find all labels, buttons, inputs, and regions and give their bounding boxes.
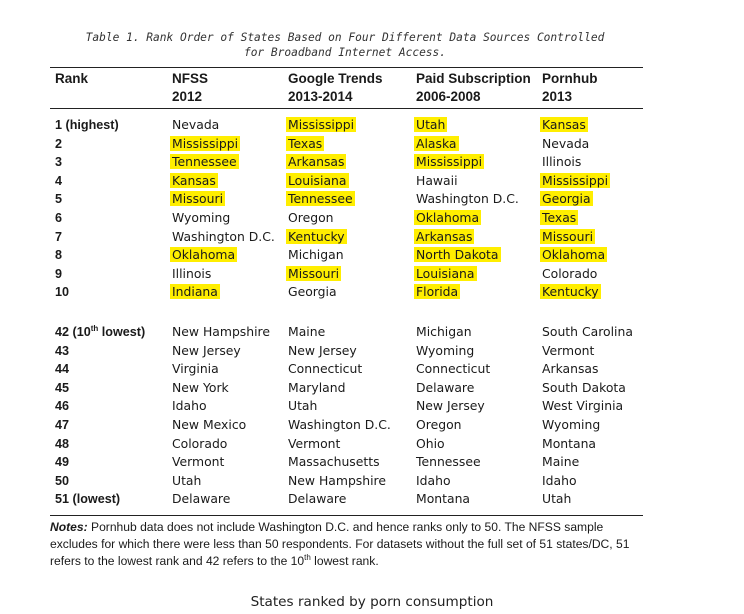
nfss-cell: Nevada — [172, 117, 220, 132]
nfss-cell: New Jersey — [172, 342, 241, 358]
google-cell: Michigan — [288, 247, 344, 263]
table-top-rule — [50, 67, 643, 68]
rank-cell: 5 — [55, 192, 63, 207]
paid-cell: Mississippi — [416, 154, 483, 170]
paid-cell: Idaho — [416, 472, 451, 488]
paid-cell: Hawaii — [416, 172, 458, 188]
google-cell: Georgia — [288, 284, 337, 300]
rank-cell: 3 — [55, 155, 63, 170]
google-cell: Connecticut — [288, 361, 363, 377]
google-cell: Oregon — [288, 210, 334, 225]
google-cell: Maryland — [288, 379, 346, 395]
pornhub-cell: Georgia — [542, 191, 591, 207]
table-bottom-rule — [50, 515, 643, 516]
pornhub-cell: Utah — [542, 491, 572, 507]
paid-cell: Oklahoma — [416, 210, 480, 225]
paid-cell: Ohio — [416, 435, 445, 451]
google-cell: Vermont — [288, 435, 341, 451]
rank-cell: 9 — [55, 266, 63, 281]
table-title — [80, 30, 610, 60]
table-header-rule — [50, 108, 643, 109]
nfss-cell: Idaho — [172, 398, 207, 414]
google-cell: Arkansas — [288, 154, 345, 170]
paid-cell: Arkansas — [416, 228, 473, 244]
nfss-cell: Indiana — [172, 284, 218, 300]
rank-cell: 48 — [55, 436, 70, 451]
pornhub-cell: Mississippi — [542, 172, 609, 188]
pornhub-cell: Arkansas — [542, 361, 599, 377]
nfss-cell: Vermont — [172, 454, 225, 470]
pornhub-cell: West Virginia — [542, 398, 624, 414]
rank-cell: 4 — [55, 173, 63, 188]
google-cell: Missouri — [288, 265, 340, 281]
pornhub-cell: Kentucky — [542, 284, 599, 300]
google-cell: New Hampshire — [288, 472, 387, 488]
pornhub-cell: South Carolina — [542, 324, 633, 339]
google-cell: Delaware — [288, 491, 347, 507]
paid-cell: Michigan — [416, 324, 472, 339]
notes-text-end: lowest rank. — [310, 554, 379, 568]
paid-cell: New Jersey — [416, 398, 485, 414]
nfss-cell: Mississippi — [172, 135, 239, 151]
nfss-cell: New York — [172, 379, 229, 395]
header-nfss: NFSS 2012 — [172, 71, 209, 104]
rank-42-label: 42 (10th lowest) — [55, 323, 146, 339]
pornhub-cell: Missouri — [542, 228, 594, 244]
pornhub-cell: Colorado — [542, 265, 598, 281]
nfss-cell: Washington D.C. — [172, 228, 275, 244]
table-title-line-2: for Broadband Internet Access. — [243, 46, 447, 59]
nfss-cell: Virginia — [172, 361, 219, 377]
google-cell: New Jersey — [288, 342, 357, 358]
rank-cell: 1 (highest) — [55, 118, 119, 132]
rank-cell: 44 — [55, 362, 70, 377]
figure-caption: States ranked by porn consumption — [250, 594, 494, 610]
google-cell: Massachusetts — [288, 454, 380, 470]
table-notes — [50, 519, 650, 570]
pornhub-cell: Vermont — [542, 342, 595, 358]
pornhub-cell: Maine — [542, 454, 580, 470]
nfss-cell: Tennessee — [172, 154, 237, 170]
nfss-cell: New Hampshire — [172, 324, 271, 339]
pornhub-cell: Oklahoma — [542, 247, 606, 263]
google-cell: Maine — [288, 324, 326, 339]
rank-cell: 49 — [55, 455, 70, 470]
pornhub-cell: Texas — [542, 210, 577, 225]
rank-cell: 6 — [55, 211, 63, 225]
paid-cell: Montana — [416, 491, 471, 507]
paid-cell: North Dakota — [416, 247, 499, 263]
pornhub-cell: Montana — [542, 435, 597, 451]
nfss-cell: Oklahoma — [172, 247, 236, 263]
paid-cell: Oregon — [416, 417, 462, 432]
pornhub-cell: South Dakota — [542, 379, 626, 395]
pornhub-cell: Nevada — [542, 135, 590, 151]
header-pornhub: Pornhub 2013 — [542, 71, 598, 104]
paid-cell: Alaska — [416, 135, 457, 151]
paid-cell: Utah — [416, 117, 446, 132]
rank-cell: 51 (lowest) — [55, 492, 121, 507]
notes-label: Notes: — [50, 520, 88, 534]
pornhub-cell: Kansas — [542, 117, 586, 132]
paid-cell: Louisiana — [416, 265, 475, 281]
paid-cell: Wyoming — [416, 342, 475, 358]
google-cell: Washington D.C. — [288, 417, 391, 432]
paid-cell: Florida — [416, 284, 459, 300]
rank-cell: 47 — [55, 418, 70, 432]
nfss-cell: New Mexico — [172, 417, 247, 432]
nfss-cell: Illinois — [172, 265, 212, 281]
rank-cell: 8 — [55, 248, 63, 263]
notes-superscript: th — [304, 552, 311, 562]
nfss-cell: Utah — [172, 472, 202, 488]
rank-cell: 50 — [55, 473, 70, 488]
paid-cell: Connecticut — [416, 361, 491, 377]
rank-cell: 46 — [55, 399, 70, 414]
nfss-cell: Kansas — [172, 172, 216, 188]
pornhub-cell: Illinois — [542, 154, 582, 170]
nfss-cell: Missouri — [172, 191, 224, 207]
rank-cell: 45 — [55, 380, 70, 395]
paid-cell: Tennessee — [416, 454, 481, 470]
notes-text: Pornhub data does not include Washington D.C. and hence ranks only to 50. The NFSS sample excludes for which there were less than 50 respondents. For datasets without the full set of 51 states/DC, 51 refers to the lowest rank and 42 refers to the 10 — [50, 520, 630, 568]
nfss-cell: Wyoming — [172, 210, 231, 225]
nfss-cell: Delaware — [172, 491, 231, 507]
nfss-cell: Colorado — [172, 435, 228, 451]
header-paid-subscription: Paid Subscription 2006-2008 — [416, 71, 531, 104]
google-cell: Louisiana — [288, 172, 347, 188]
rank-cell: 2 — [55, 136, 63, 151]
header-rank: Rank — [55, 71, 89, 86]
paid-cell: Delaware — [416, 379, 475, 395]
header-google-trends: Google Trends 2013-2014 — [288, 71, 383, 104]
pornhub-cell: Wyoming — [542, 417, 601, 432]
google-cell: Utah — [288, 398, 318, 414]
pornhub-cell: Idaho — [542, 472, 577, 488]
table-title-line-1: Table 1. Rank Order of States Based on Four Different Data Sources Controlled — [85, 31, 605, 44]
google-cell: Tennessee — [288, 191, 353, 207]
rank-cell: 43 — [55, 343, 70, 358]
google-cell: Mississippi — [288, 117, 355, 132]
google-cell: Texas — [288, 135, 323, 151]
paid-cell: Washington D.C. — [416, 191, 519, 207]
google-cell: Kentucky — [288, 228, 345, 244]
rank-cell: 7 — [55, 229, 63, 244]
rank-cell: 10 — [55, 285, 70, 300]
